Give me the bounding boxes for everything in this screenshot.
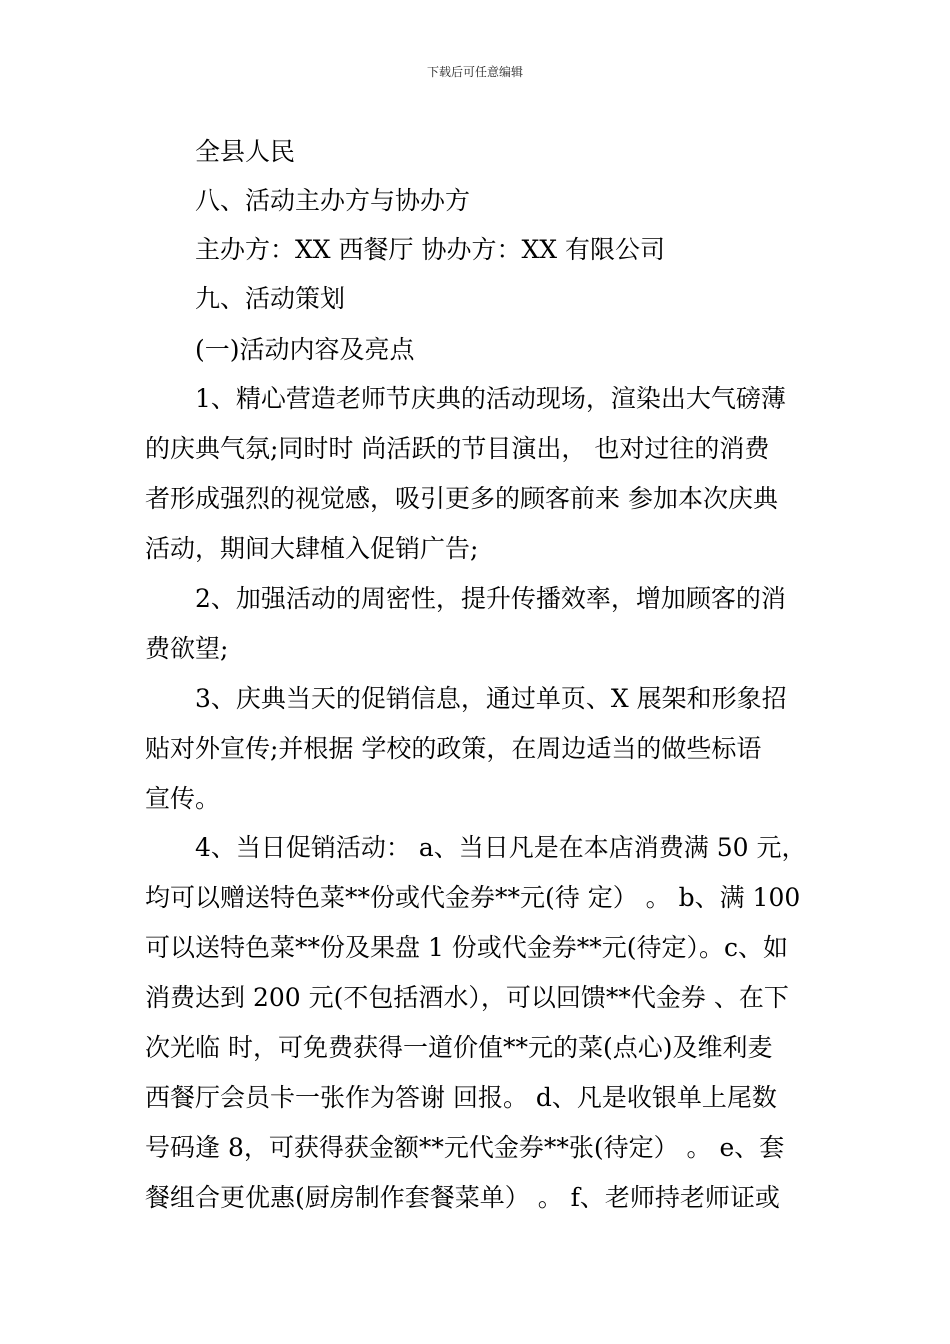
- text-line: 4、当日促销活动： a、当日凡是在本店消费满 50 元，: [195, 833, 807, 862]
- text-line: 全县人民: [195, 137, 296, 166]
- text-line: 贴对外宣传;并根据 学校的政策，在周边适当的做些标语: [145, 734, 762, 763]
- text-line: 均可以赠送特色菜**份或代金券**元(待 定） 。 b、满 100: [145, 883, 801, 912]
- text-line: 号码逢 8，可获得获金额**元代金券**张(待定） 。 e、套: [145, 1133, 785, 1162]
- text-line: 的庆典气氛;同时时 尚活跃的节目演出， 也对过往的消费: [145, 434, 770, 463]
- text-line: 3、庆典当天的促销信息，通过单页、X 展架和形象招: [195, 684, 787, 713]
- page-header: 下载后可任意编辑: [426, 65, 523, 79]
- text-line: 2、加强活动的周密性，提升传播效率，增加顾客的消: [195, 584, 786, 613]
- text-line: 者形成强烈的视觉感，吸引更多的顾客前来 参加本次庆典: [145, 484, 778, 513]
- section-heading: 八、活动主办方与协办方: [195, 186, 471, 215]
- text-line: 活动，期间大肆植入促销广告;: [145, 534, 479, 563]
- text-line: 消费达到 200 元(不包括酒水），可以回馈**代金券 、在下: [145, 983, 789, 1012]
- text-line: 主办方：XX 西餐厅 协办方：XX 有限公司: [195, 235, 666, 264]
- subsection-heading: (一)活动内容及亮点: [195, 335, 415, 364]
- text-line: 西餐厅会员卡一张作为答谢 回报。 d、凡是收银单上尾数: [145, 1083, 777, 1112]
- text-line: 1、精心营造老师节庆典的活动现场，渲染出大气磅薄: [195, 384, 786, 413]
- text-line: 可以送特色菜**份及果盘 1 份或代金券**元(待定）。c、如: [145, 933, 789, 962]
- text-line: 次光临 时，可免费获得一道价值**元的菜(点心)及维利麦: [145, 1033, 773, 1062]
- text-line: 费欲望;: [145, 634, 229, 663]
- text-line: 宣传。: [145, 784, 221, 813]
- section-heading: 九、活动策划: [195, 284, 346, 313]
- text-line: 餐组合更优惠(厨房制作套餐菜单） 。 f、老师持老师证或: [145, 1183, 780, 1212]
